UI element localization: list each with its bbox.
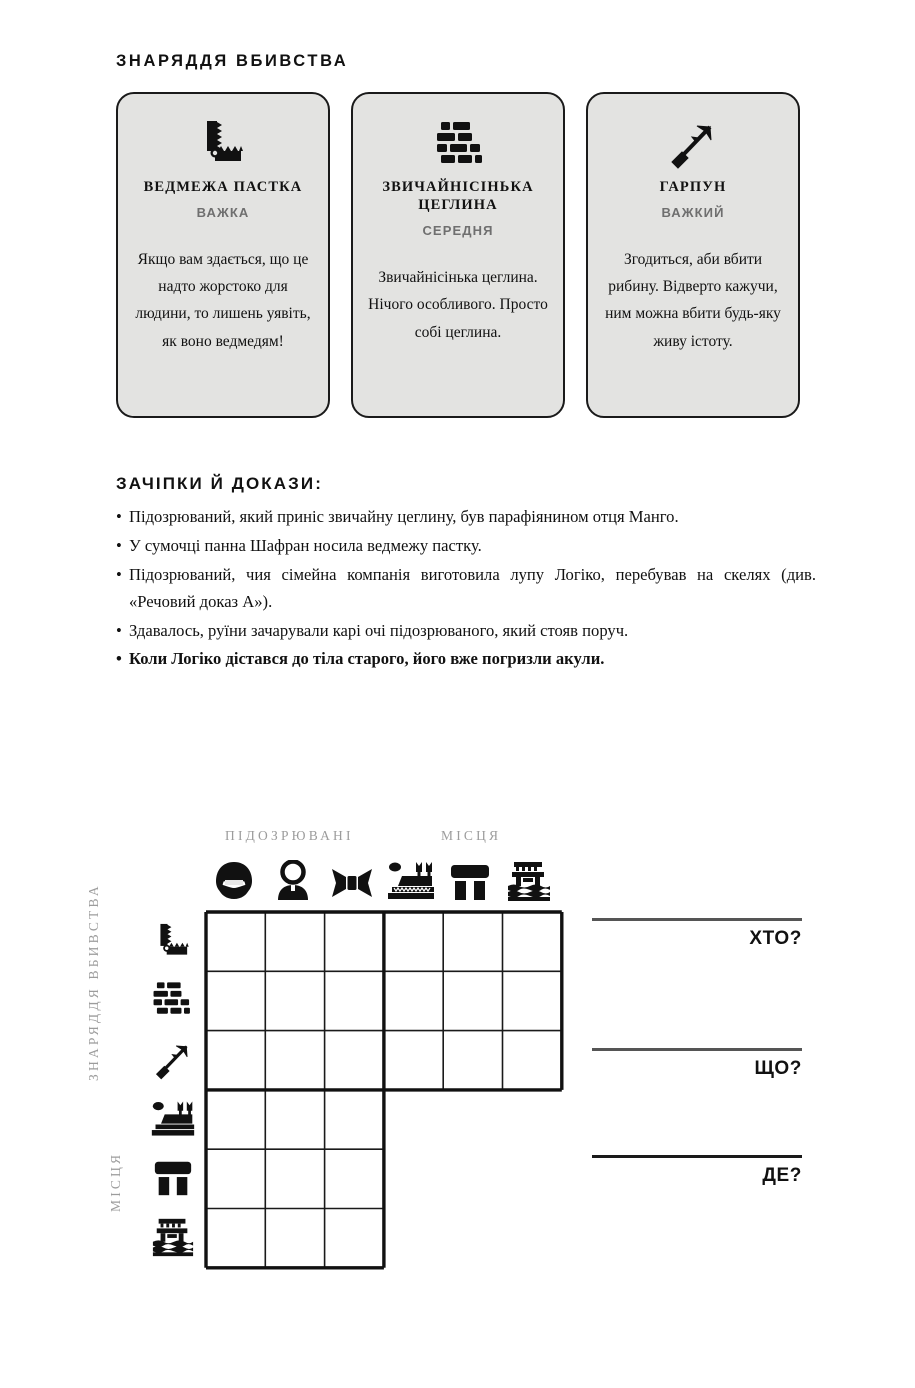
grid-cell[interactable] — [503, 971, 562, 1030]
grid-cell[interactable] — [206, 971, 265, 1030]
row-group-label-places: МІСЦЯ — [108, 1151, 123, 1213]
grid-cell[interactable] — [325, 971, 384, 1030]
clue-item: • Здавалось, руїни зачарували карі очі підозрюваного, який стояв поруч. — [116, 618, 816, 645]
answer-label-who: ХТО? — [749, 927, 802, 949]
answer-label-what: ЩО? — [754, 1057, 802, 1079]
grid-cell[interactable] — [206, 1149, 265, 1208]
grid-cell[interactable] — [384, 912, 443, 971]
clue-item: • Підозрюваний, який приніс звичайну цеглину, був парафіянином отця Манго. — [116, 504, 816, 531]
grid-cell[interactable] — [503, 1031, 562, 1090]
bear-trap-icon — [195, 116, 251, 172]
weapon-description: Згодиться, аби вбити рибину. Відверто кажучи, ним можна вбити будь-яку живу істоту. — [605, 251, 781, 350]
grid-cell[interactable] — [384, 1031, 443, 1090]
clues-heading: ЗАЧІПКИ Й ДОКАЗИ: — [116, 474, 323, 493]
grid-cell[interactable] — [206, 1209, 265, 1268]
grid-cell[interactable] — [265, 912, 324, 971]
grid-cell[interactable] — [265, 1031, 324, 1090]
grid-cell[interactable] — [503, 912, 562, 971]
answer-where[interactable] — [592, 1155, 802, 1187]
grid-cell[interactable] — [265, 1090, 324, 1149]
answer-what[interactable] — [592, 1048, 802, 1080]
column-group-label-places: МІСЦЯ — [441, 828, 502, 843]
grid-cell[interactable] — [325, 1090, 384, 1149]
weapon-title: ВЕДМЕЖА ПАСТКА — [143, 179, 303, 195]
grid-cell[interactable] — [325, 1031, 384, 1090]
weapon-weight: ВАЖКИЙ — [661, 205, 725, 221]
grid-cell[interactable] — [443, 912, 502, 971]
answer-rule — [592, 1048, 802, 1051]
grid-cell[interactable] — [206, 1090, 265, 1149]
answer-rule — [592, 1155, 802, 1158]
weapon-description: Звичайнісінька цеглина. Нічого особливого. Просто собі цеглина. — [368, 269, 548, 341]
grid-cell[interactable] — [384, 971, 443, 1030]
clue-item: • Підозрюваний, чия сімейна компанія виготовила лупу Логіко, перебував на скелях (див. «Речовий доказ А»). — [116, 562, 816, 616]
grid-cell[interactable] — [265, 1149, 324, 1208]
weapon-weight: СЕРЕДНЯ — [422, 223, 494, 239]
brick-icon — [432, 116, 484, 172]
row-group-label-weapons: ЗНАРЯДДЯ ВБИВСТВА — [86, 883, 101, 1081]
grid-cell[interactable] — [265, 971, 324, 1030]
page-title: ЗНАРЯДДЯ ВБИВСТВА — [116, 52, 349, 70]
weapon-title: ГАРПУН — [659, 179, 727, 195]
grid-cell[interactable] — [325, 1149, 384, 1208]
clues-list — [116, 504, 816, 675]
column-group-label-suspects: ПІДОЗРЮВАНІ — [225, 828, 354, 843]
answer-who[interactable] — [592, 918, 802, 950]
grid-cell[interactable] — [443, 1031, 502, 1090]
grid-cell[interactable] — [325, 1209, 384, 1268]
grid-cell[interactable] — [443, 971, 502, 1030]
grid-cell[interactable] — [206, 1031, 265, 1090]
weapon-description: Якщо вам здається, що це надто жорстоко для людини, то лишень уявіть, як воно ведмедям! — [135, 251, 311, 350]
answer-rule — [592, 918, 802, 921]
deduction-grid-section — [0, 810, 915, 1290]
weapon-weight: ВАЖКА — [196, 205, 250, 221]
answer-label-where: ДЕ? — [762, 1164, 802, 1186]
harpoon-icon — [665, 116, 721, 172]
grid-cell[interactable] — [265, 1209, 324, 1268]
weapon-card[interactable] — [116, 92, 330, 418]
grid-cell[interactable] — [325, 912, 384, 971]
clue-item: • Коли Логіко дістався до тіла старого, його вже погризли акули. — [116, 646, 816, 673]
grid-cell[interactable] — [206, 912, 265, 971]
weapon-card[interactable] — [586, 92, 800, 418]
weapon-card[interactable] — [351, 92, 565, 418]
weapon-title: ЗВИЧАЙНІСІНЬКА ЦЕГЛИНА — [382, 179, 534, 214]
clue-item: • У сумочці панна Шафран носила ведмежу пастку. — [116, 533, 816, 560]
weapon-card-list — [116, 92, 800, 418]
